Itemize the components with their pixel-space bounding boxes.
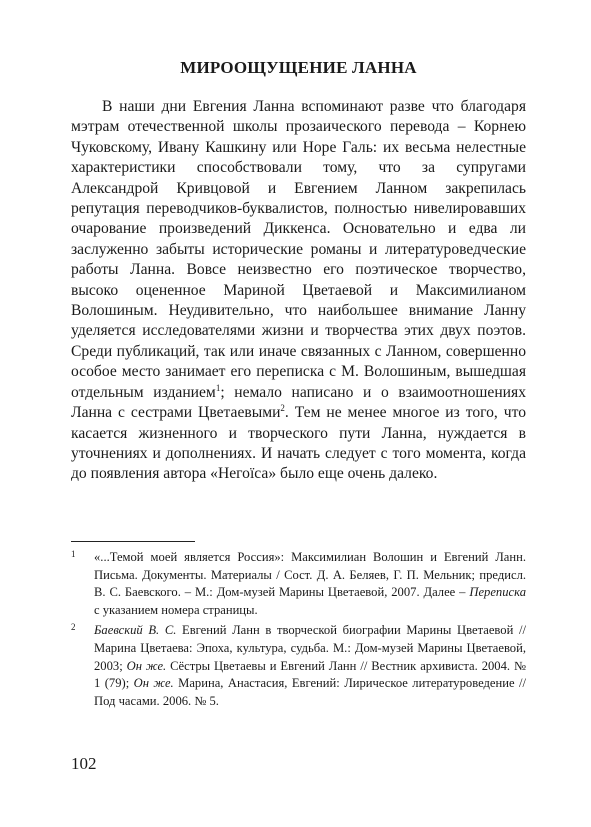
footnote-italic: Баевский В. С.: [94, 623, 177, 638]
footnote-number: 1: [71, 549, 76, 559]
footnote-text: Евгений Ланн в творческой биографии Марины Цветаевой // Марина Цветаева: Эпоха, культура, судьба. М.: Дом-музей Марины Цветаевой, 2003;: [94, 623, 526, 673]
footnote-italic: Он же.: [133, 676, 174, 691]
footnote-text: Марина, Анастасия, Евгений: Лирическое литературоведение // Под часами. 2006. № 5.: [94, 676, 526, 708]
chapter-title: МИРООЩУЩЕНИЕ ЛАННА: [180, 58, 417, 77]
paragraph-text-3: . Тем не менее многое из того, что касается жизненного и творческого пути Ланна, нуждается в уточнениях и дополнениях. И начать следует с того момента, когда до появления автора «Негоїса» было еще очень далеко.: [71, 404, 526, 483]
paragraph-text-1: В наши дни Евгения Ланна вспоминают разве что благодаря мэтрам отечественной школы прозаического перевода – Корнею Чуковскому, Ивану Кашкину или Норе Галь: их весьма нелестные характеристики способствовали тому, что за супругами Александрой Кривцовой и Евгением Ланном закрепилась репутация переводчиков-буквалистов, полностью нивелировавших очарование произведений Диккенса. Основательно и едва ли заслуженно забыты исторические романы и литературоведческие работы Ланна. Вовсе неизвестно его поэтическое творчество, высоко оцененное Мариной Цветаевой и Максимилианом Волошиным. Неудивительно, что наибольшее внимание Ланну уделяется исследователями жизни и творчества этих двух поэтов. Среди публикаций, так или иначе связанных с Ланном, совершенно особое место занимает его переписка с М. Волошиным, вышедшая отдельным изданием: [71, 98, 526, 401]
footnote-ref-1[interactable]: 1: [215, 382, 221, 393]
footnote-italic: Переписка: [469, 585, 526, 600]
footnote-text: Сёстры Цветаевы и Евгений Ланн // Вестник архивиста. 2004. № 1 (79);: [94, 658, 526, 691]
footnote-2: [71, 622, 526, 710]
footnote-text: «...Темой моей является Россия»: Максимилиан Волошин и Евгений Ланн. Письма. Документы. Материалы / Сост. Д. А. Беляев, Г. П. Мельник; предисл. В. С. Баевского. – М.: Дом-музей Марины Цветаевой, 2007. Далее –: [94, 550, 526, 600]
footnote-number: 2: [71, 622, 76, 633]
footnote-text: с указанием номера страницы.: [94, 602, 258, 617]
footnote-1: [71, 549, 526, 619]
footnote-divider: [71, 541, 195, 542]
paragraph-text-2: ; немало написано и о взаимоотношениях Ланна с сестрами Цветаевыми: [71, 383, 526, 422]
footnote-italic: Он же.: [126, 658, 167, 673]
page-number: 102: [71, 754, 97, 773]
main-paragraph: [71, 97, 526, 485]
footnotes: [71, 549, 526, 713]
footnote-ref-2[interactable]: 2: [280, 402, 285, 413]
